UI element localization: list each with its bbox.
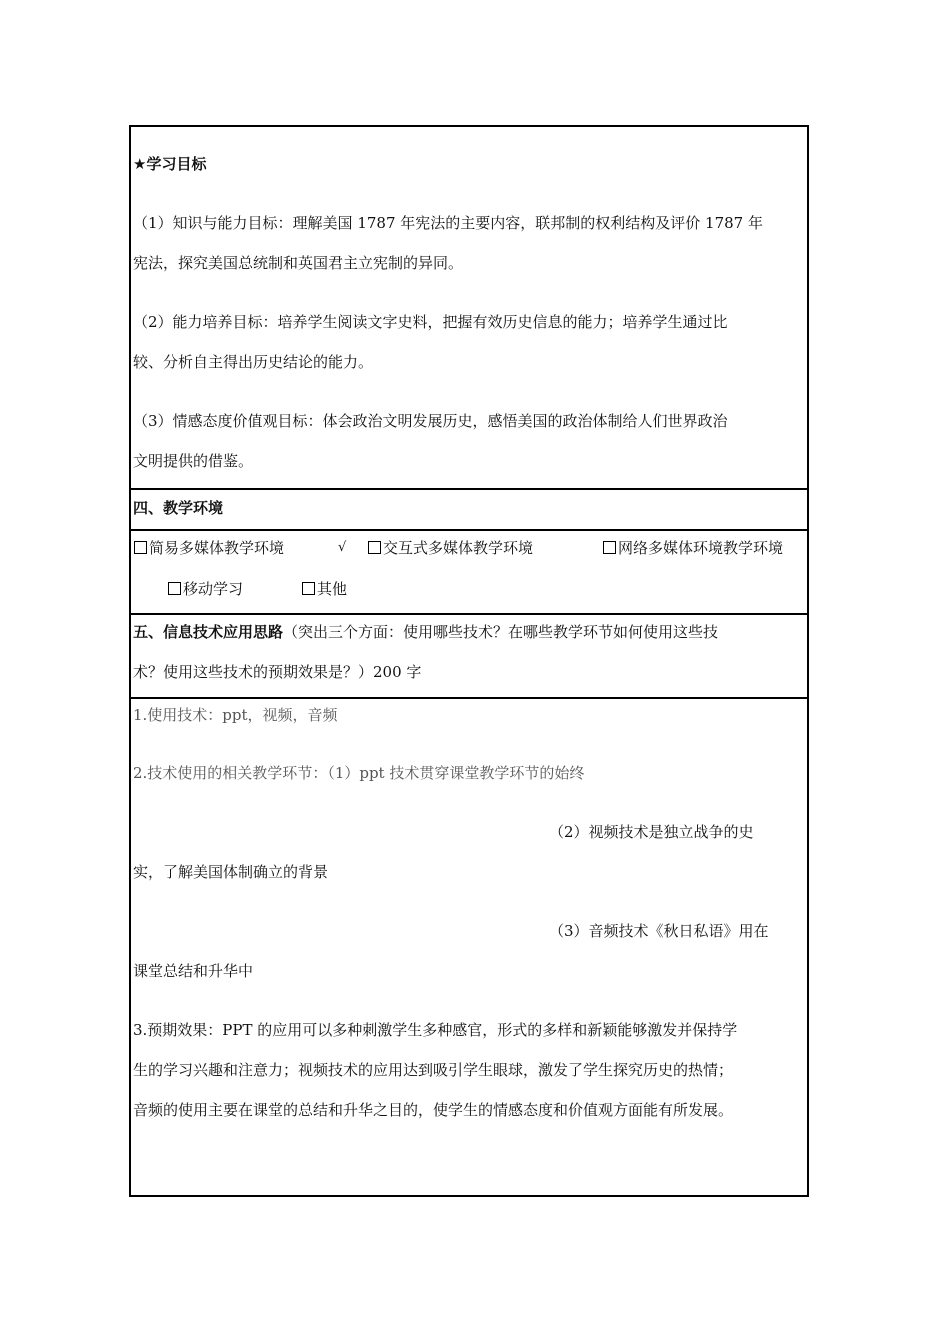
environment-heading-row [131,490,807,531]
environment-heading: 四、教学环境 [133,499,224,517]
link2-line1: （2）视频技术是独立战争的史 [549,823,754,841]
it-application-note: （突出三个方面：使用哪些技术？在哪些教学环节如何使用这些技 [283,623,719,641]
objective-1-line1: （1）知识与能力目标：理解美国 1787 年宪法的主要内容，联邦制的权利结构及评价 1787 年 [133,214,763,232]
links-intro-text: 2.技术使用的相关教学环节：（1）ppt 技术贯穿课堂教学环节的始终 [133,764,585,782]
objective-3-line1: （3）情感态度价值观目标：体会政治文明发展历史，感悟美国的政治体制给人们世界政治 [133,412,728,430]
it-application-content [131,699,807,1195]
checkbox-network[interactable] [603,541,616,554]
effect-line3: 音频的使用主要在课堂的总结和升华之目的，使学生的情感态度和价值观方面能有所发展。 [133,1101,734,1119]
link3-line1: （3）音频技术《秋日私语》用在 [549,922,769,940]
lesson-plan-table [129,125,809,1197]
objectives-section [131,127,807,490]
environment-options-row [131,531,807,615]
it-application-heading-row [131,615,807,699]
option-mobile[interactable]: 移动学习 [168,579,243,599]
link3-line2: 课堂总结和升华中 [133,962,254,980]
checkbox-interactive[interactable] [368,541,381,554]
objective-1-line2: 宪法，探究美国总统制和英国君主立宪制的异同。 [133,254,464,272]
it-application-line1 [133,622,718,642]
option-network[interactable]: 网络多媒体环境教学环境 [603,538,783,558]
option-interactive[interactable]: 交互式多媒体教学环境 [368,538,533,558]
checkbox-mobile[interactable] [168,582,181,595]
objectives-heading: ★学习目标 [133,155,207,173]
check-mark-icon: √ [338,540,347,555]
effect-line2: 生的学习兴趣和注意力；视频技术的应用达到吸引学生眼球，激发了学生探究历史的热情； [133,1061,734,1079]
star-icon: ★ [133,155,147,173]
objective-2-line1: （2）能力培养目标：培养学生阅读文字史料，把握有效历史信息的能力；培养学生通过比 [133,313,728,331]
tech-used-text: 1.使用技术：ppt，视频，音频 [133,706,338,724]
checkbox-other[interactable] [302,582,315,595]
link2-line2: 实，了解美国体制确立的背景 [133,863,329,881]
it-application-line2: 术？使用这些技术的预期效果是？）200 字 [133,663,422,681]
objective-3-line2: 文明提供的借鉴。 [133,452,254,470]
option-other[interactable]: 其他 [302,579,347,599]
checkbox-simple[interactable] [134,541,147,554]
option-simple[interactable]: 简易多媒体教学环境 [134,538,284,558]
objective-2-line2: 较、分析自主得出历史结论的能力。 [133,353,374,371]
effect-line1: 3.预期效果：PPT 的应用可以多种刺激学生多种感官，形式的多样和新颖能够激发并保持学 [133,1021,738,1039]
it-application-heading: 五、信息技术应用思路 [133,623,284,641]
